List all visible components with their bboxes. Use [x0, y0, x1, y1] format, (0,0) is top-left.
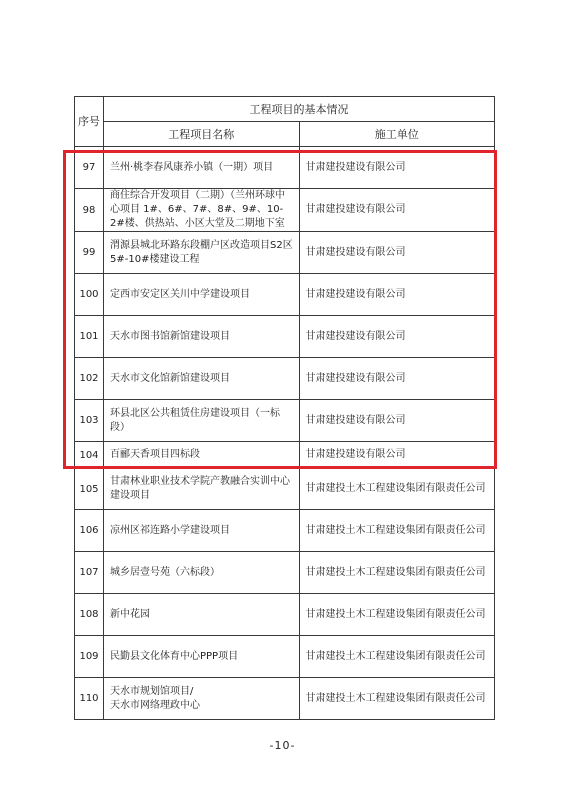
row-number: 109: [75, 636, 104, 678]
construction-unit: 甘肃建投建设有限公司: [299, 232, 495, 274]
table-row: [75, 274, 495, 316]
project-name: 天水市文化馆新馆建设项目: [104, 358, 300, 400]
construction-unit: 甘肃建投建设有限公司: [299, 147, 495, 189]
project-name: 兰州·桃李春风康养小镇（一期）项目: [104, 147, 300, 189]
project-name: 环县北区公共租赁住房建设项目（一标段）: [104, 400, 300, 442]
project-name: 新中花园: [104, 594, 300, 636]
construction-unit: 甘肃建投土木工程建设集团有限责任公司: [299, 552, 495, 594]
project-name: 天水市图书馆新馆建设项目: [104, 316, 300, 358]
table-row: [75, 678, 495, 720]
project-name: 渭源县城北环路东段棚户区改造项目S2区5#-10#楼建设工程: [104, 232, 300, 274]
table-header-row: [75, 97, 495, 122]
page-number: -10-: [269, 739, 296, 752]
table-subheader-row: [75, 122, 495, 147]
row-number: 102: [75, 358, 104, 400]
table-row: [75, 400, 495, 442]
construction-unit: 甘肃建投土木工程建设集团有限责任公司: [299, 510, 495, 552]
table-row: [75, 552, 495, 594]
construction-unit: 甘肃建投建设有限公司: [299, 189, 495, 232]
project-name: [104, 678, 300, 720]
project-name: 民勤县文化体育中心PPP项目: [104, 636, 300, 678]
row-number: 104: [75, 442, 104, 469]
row-number: 106: [75, 510, 104, 552]
header-serial-number: 序号: [75, 97, 104, 147]
project-name: 商住综合开发项目（二期）（兰州环球中心项目 1#、6#、7#、8#、9#、10-2#楼、供热站、小区大堂及二期地下室: [104, 189, 300, 232]
construction-unit: 甘肃建投土木工程建设集团有限责任公司: [299, 636, 495, 678]
table-row: [75, 316, 495, 358]
row-number: 107: [75, 552, 104, 594]
construction-unit: 甘肃建投建设有限公司: [299, 274, 495, 316]
construction-unit: 甘肃建投建设有限公司: [299, 358, 495, 400]
construction-unit: 甘肃建投土木工程建设集团有限责任公司: [299, 594, 495, 636]
construction-unit: 甘肃建投土木工程建设集团有限责任公司: [299, 678, 495, 720]
construction-unit: 甘肃建投建设有限公司: [299, 442, 495, 469]
header-project-basic-info: 工程项目的基本情况: [104, 97, 495, 122]
project-name: 定西市安定区关川中学建设项目: [104, 274, 300, 316]
row-number: 103: [75, 400, 104, 442]
row-number: 97: [75, 147, 104, 189]
row-number: 105: [75, 469, 104, 510]
header-project-name: 工程项目名称: [104, 122, 300, 147]
table-row: [75, 636, 495, 678]
construction-unit: 甘肃建投建设有限公司: [299, 316, 495, 358]
row-number: 98: [75, 189, 104, 232]
table-row: [75, 232, 495, 274]
project-name: 百郦天香项目四标段: [104, 442, 300, 469]
table-row: [75, 510, 495, 552]
table-row: [75, 442, 495, 469]
project-name: 甘肃林业职业技术学院产教融合实训中心建设项目: [104, 469, 300, 510]
row-number: 99: [75, 232, 104, 274]
table-row: [75, 189, 495, 232]
row-number: 100: [75, 274, 104, 316]
project-name-line: 天水市网络理政中心: [110, 699, 200, 711]
project-name: 城乡居壹号苑（六标段）: [104, 552, 300, 594]
project-name: 凉州区祁连路小学建设项目: [104, 510, 300, 552]
row-number: 101: [75, 316, 104, 358]
table-row: [75, 469, 495, 510]
table-row: [75, 594, 495, 636]
table-row: [75, 147, 495, 189]
header-construction-unit: 施工单位: [299, 122, 495, 147]
construction-unit: 甘肃建投土木工程建设集团有限责任公司: [299, 469, 495, 510]
row-number: 110: [75, 678, 104, 720]
construction-unit: 甘肃建投建设有限公司: [299, 400, 495, 442]
project-table: [74, 96, 495, 720]
row-number: 108: [75, 594, 104, 636]
project-name-line: 天水市规划馆项目/: [110, 685, 194, 697]
table-row: [75, 358, 495, 400]
